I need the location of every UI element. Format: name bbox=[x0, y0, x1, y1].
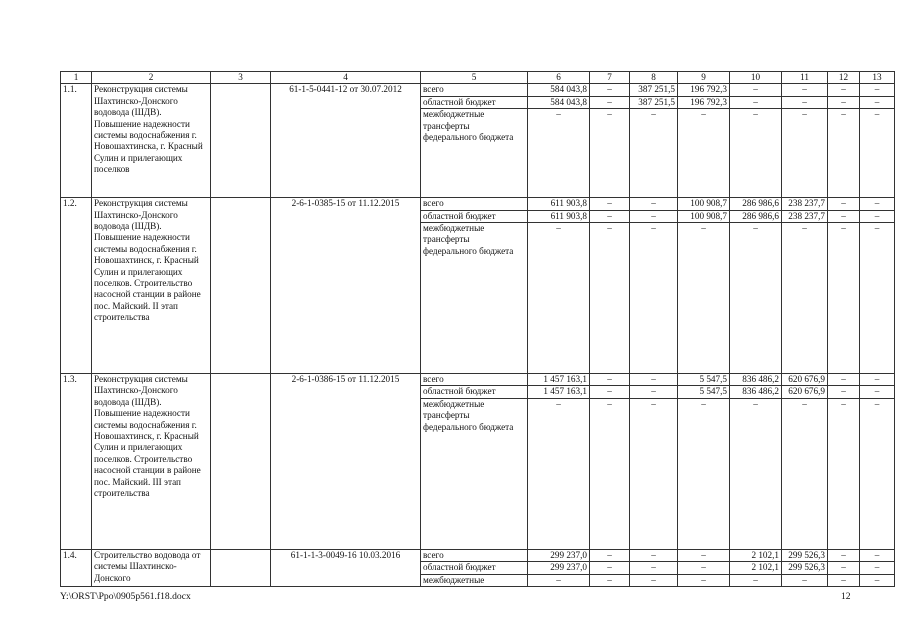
funding-value: – bbox=[828, 96, 860, 108]
table-row bbox=[61, 549, 895, 561]
table-row bbox=[61, 374, 895, 386]
funding-value: – bbox=[630, 549, 678, 561]
funding-value: – bbox=[730, 574, 782, 586]
funding-value: – bbox=[782, 84, 828, 96]
funding-value: – bbox=[860, 210, 895, 222]
funding-value: 299 237,0 bbox=[528, 549, 590, 561]
funding-value: 584 043,8 bbox=[528, 96, 590, 108]
funding-value: 620 676,9 bbox=[782, 374, 828, 386]
project-description: Строительство водовода от системы Шахтинско-Донского bbox=[92, 549, 211, 586]
funding-value: – bbox=[678, 398, 730, 549]
project-description: Реконструкция системы Шахтинско-Донского водовода (ШДВ). Повышение надежности системы водоснабжения г. Новошахтинск, г. Красный Сулин и прилегающих поселков. Строительство насосной станции в районе пос. Майский. III этап строительства bbox=[92, 374, 211, 550]
funding-value: 286 986,6 bbox=[730, 198, 782, 210]
column-header: 3 bbox=[211, 72, 271, 84]
funding-value: 611 903,8 bbox=[528, 210, 590, 222]
funding-value: 5 547,5 bbox=[678, 374, 730, 386]
funding-value: 1 457 163,1 bbox=[528, 386, 590, 398]
funding-value: 584 043,8 bbox=[528, 84, 590, 96]
column-3-cell bbox=[211, 374, 271, 550]
footer-file-path: Y:\ORST\Ppo\0905p561.f18.docx bbox=[60, 591, 191, 602]
funding-value: – bbox=[860, 549, 895, 561]
funding-value: – bbox=[590, 386, 630, 398]
funding-value: – bbox=[678, 549, 730, 561]
row-number: 1.2. bbox=[61, 198, 92, 374]
project-description: Реконструкция системы Шахтинско-Донского водовода (ШДВ). Повышение надежности системы водоснабжения г. Новошахтинск, г. Красный Сулин и прилегающих поселков. Строительство насосной станции в районе пос. Майский. II этап строительства bbox=[92, 198, 211, 374]
funding-value: 238 237,7 bbox=[782, 210, 828, 222]
funding-value: – bbox=[590, 96, 630, 108]
column-header: 12 bbox=[828, 72, 860, 84]
funding-value: – bbox=[730, 84, 782, 96]
funding-value: – bbox=[590, 398, 630, 549]
funding-value: – bbox=[860, 398, 895, 549]
funding-source-label: всего bbox=[421, 84, 528, 96]
funding-value: 836 486,2 bbox=[730, 386, 782, 398]
column-header: 5 bbox=[421, 72, 528, 84]
funding-value: – bbox=[590, 549, 630, 561]
funding-value: – bbox=[590, 374, 630, 386]
funding-value: – bbox=[828, 198, 860, 210]
funding-value: – bbox=[860, 109, 895, 198]
funding-value: – bbox=[630, 198, 678, 210]
funding-value: – bbox=[630, 210, 678, 222]
funding-value: – bbox=[782, 96, 828, 108]
funding-value: 196 792,3 bbox=[678, 96, 730, 108]
funding-value: – bbox=[828, 374, 860, 386]
column-header: 10 bbox=[730, 72, 782, 84]
funding-value: – bbox=[828, 549, 860, 561]
funding-value: – bbox=[590, 223, 630, 374]
funding-value: – bbox=[782, 398, 828, 549]
funding-value: 620 676,9 bbox=[782, 386, 828, 398]
funding-value: 387 251,5 bbox=[630, 84, 678, 96]
column-header: 2 bbox=[92, 72, 211, 84]
column-3-cell bbox=[211, 84, 271, 198]
funding-value: 1 457 163,1 bbox=[528, 374, 590, 386]
registration-number: 2-6-1-0386-15 от 11.12.2015 bbox=[271, 374, 421, 550]
funding-value: – bbox=[730, 398, 782, 549]
row-number: 1.1. bbox=[61, 84, 92, 198]
row-number: 1.3. bbox=[61, 374, 92, 550]
funding-value: – bbox=[678, 574, 730, 586]
column-header: 7 bbox=[590, 72, 630, 84]
funding-source-label: областной бюджет bbox=[421, 210, 528, 222]
funding-value: – bbox=[630, 562, 678, 574]
funding-value: – bbox=[678, 109, 730, 198]
column-3-cell bbox=[211, 549, 271, 586]
funding-source-label: всего bbox=[421, 374, 528, 386]
funding-source-label: областной бюджет bbox=[421, 386, 528, 398]
funding-source-label: межбюджетные трансферты федерального бюджета bbox=[421, 398, 528, 549]
funding-value: – bbox=[590, 562, 630, 574]
funding-value: – bbox=[528, 223, 590, 374]
column-header: 11 bbox=[782, 72, 828, 84]
funding-source-label: межбюджетные трансферты федерального бюджета bbox=[421, 109, 528, 198]
funding-value: – bbox=[828, 386, 860, 398]
funding-value: – bbox=[590, 198, 630, 210]
column-3-cell bbox=[211, 198, 271, 374]
funding-value: 387 251,5 bbox=[630, 96, 678, 108]
funding-value: – bbox=[828, 398, 860, 549]
funding-value: – bbox=[860, 374, 895, 386]
funding-value: – bbox=[590, 84, 630, 96]
funding-value: – bbox=[730, 96, 782, 108]
funding-value: – bbox=[860, 386, 895, 398]
funding-value: – bbox=[860, 84, 895, 96]
funding-value: – bbox=[630, 109, 678, 198]
footer-page-number: 12 bbox=[841, 591, 851, 602]
column-header: 9 bbox=[678, 72, 730, 84]
column-header: 6 bbox=[528, 72, 590, 84]
funding-value: – bbox=[828, 562, 860, 574]
project-description: Реконструкция системы Шахтинско-Донского водовода (ШДВ). Повышение надежности системы водоснабжения г. Новошахтинска, г. Красный Сулин и прилегающих поселков bbox=[92, 84, 211, 198]
funding-source-label: областной бюджет bbox=[421, 562, 528, 574]
funding-value: – bbox=[828, 574, 860, 586]
funding-value: – bbox=[860, 96, 895, 108]
funding-value: – bbox=[678, 223, 730, 374]
funding-value: – bbox=[528, 109, 590, 198]
registration-number: 61-1-1-3-0049-16 10.03.2016 bbox=[271, 549, 421, 586]
funding-value: 238 237,7 bbox=[782, 198, 828, 210]
funding-table bbox=[60, 71, 895, 587]
funding-value: – bbox=[528, 398, 590, 549]
column-header: 4 bbox=[271, 72, 421, 84]
funding-value: – bbox=[590, 109, 630, 198]
funding-value: 286 986,6 bbox=[730, 210, 782, 222]
funding-value: – bbox=[730, 109, 782, 198]
funding-value: 299 526,3 bbox=[782, 549, 828, 561]
funding-value: 299 526,3 bbox=[782, 562, 828, 574]
funding-value: – bbox=[630, 223, 678, 374]
column-header: 8 bbox=[630, 72, 678, 84]
registration-number: 61-1-5-0441-12 от 30.07.2012 bbox=[271, 84, 421, 198]
funding-source-label: всего bbox=[421, 549, 528, 561]
funding-value: 196 792,3 bbox=[678, 84, 730, 96]
funding-value: – bbox=[860, 562, 895, 574]
funding-value: – bbox=[630, 374, 678, 386]
funding-value: – bbox=[730, 223, 782, 374]
funding-value: – bbox=[782, 223, 828, 374]
funding-value: 100 908,7 bbox=[678, 210, 730, 222]
funding-source-label: межбюджетные bbox=[421, 574, 528, 586]
funding-value: – bbox=[630, 386, 678, 398]
funding-value: 2 102,1 bbox=[730, 549, 782, 561]
table-row bbox=[61, 198, 895, 210]
funding-value: – bbox=[590, 210, 630, 222]
funding-value: 2 102,1 bbox=[730, 562, 782, 574]
funding-value: – bbox=[630, 398, 678, 549]
funding-value: – bbox=[828, 109, 860, 198]
funding-value: 100 908,7 bbox=[678, 198, 730, 210]
funding-value: 611 903,8 bbox=[528, 198, 590, 210]
funding-value: 5 547,5 bbox=[678, 386, 730, 398]
column-header: 1 bbox=[61, 72, 92, 84]
column-header: 13 bbox=[860, 72, 895, 84]
row-number: 1.4. bbox=[61, 549, 92, 586]
funding-value: – bbox=[528, 574, 590, 586]
funding-value: – bbox=[590, 574, 630, 586]
funding-source-label: межбюджетные трансферты федерального бюджета bbox=[421, 223, 528, 374]
funding-value: 299 237,0 bbox=[528, 562, 590, 574]
table-row bbox=[61, 84, 895, 96]
table-header-row bbox=[61, 72, 895, 84]
funding-value: 836 486,2 bbox=[730, 374, 782, 386]
funding-value: – bbox=[678, 562, 730, 574]
funding-value: – bbox=[860, 574, 895, 586]
registration-number: 2-6-1-0385-15 от 11.12.2015 bbox=[271, 198, 421, 374]
funding-source-label: всего bbox=[421, 198, 528, 210]
funding-value: – bbox=[630, 574, 678, 586]
funding-value: – bbox=[860, 223, 895, 374]
funding-value: – bbox=[782, 109, 828, 198]
funding-value: – bbox=[828, 210, 860, 222]
funding-value: – bbox=[828, 84, 860, 96]
funding-value: – bbox=[828, 223, 860, 374]
funding-value: – bbox=[860, 198, 895, 210]
funding-source-label: областной бюджет bbox=[421, 96, 528, 108]
funding-value: – bbox=[782, 574, 828, 586]
